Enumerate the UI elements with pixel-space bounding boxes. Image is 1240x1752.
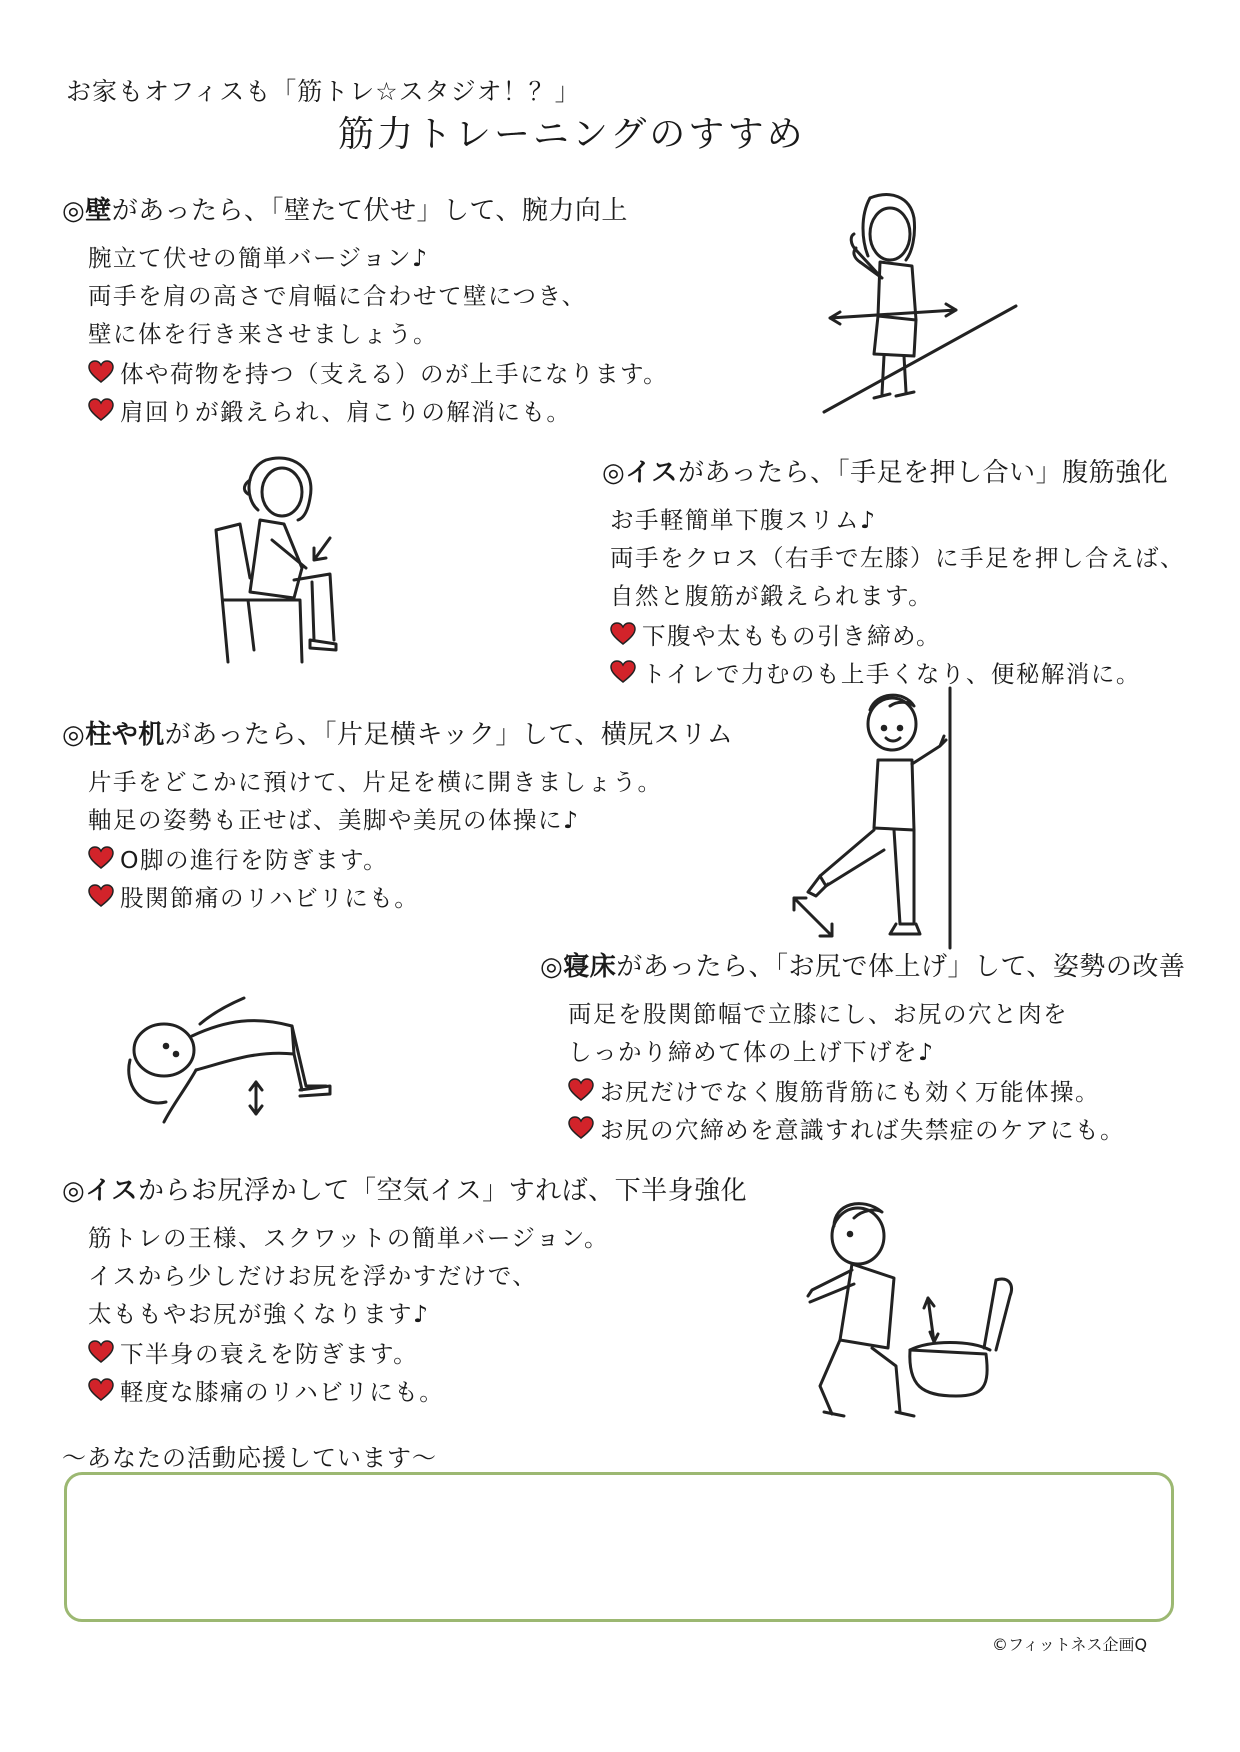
heart-icon <box>88 398 114 422</box>
support-message-title: ～あなたの活動応援しています～ <box>62 1444 437 1472</box>
benefit-text: 体や荷物を持つ（支える）のが上手になります。 <box>120 360 669 388</box>
section-wall-pushup <box>62 190 668 429</box>
section-mark: ◎ <box>62 720 86 750</box>
section-heading <box>62 714 733 751</box>
section-line: 片手をどこかに預けて、片足を横に開きましょう。 <box>88 768 663 796</box>
section-line: 両手をクロス（右手で左膝）に手足を押し合えば、 <box>610 544 1185 572</box>
section-heading-text: からお尻浮かして「空気イス」すれば、下半身強化 <box>137 1176 748 1206</box>
wall-pushup-illustration <box>820 186 1020 416</box>
copyright: ©フィットネス企画Q <box>992 1635 1148 1654</box>
section-line: 壁に体を行き来させましょう。 <box>88 320 438 348</box>
heart-icon <box>88 1378 114 1402</box>
benefit-item <box>568 1109 1185 1147</box>
benefit-item <box>88 353 668 391</box>
benefit-text: 股関節痛のリハビリにも。 <box>120 884 420 912</box>
section-line: 両足を股関節幅で立膝にし、お尻の穴と肉を <box>568 1000 1068 1028</box>
page-title: 筋力トレーニングのすすめ <box>338 114 806 155</box>
heart-icon <box>88 1340 114 1364</box>
section-keyword: 壁 <box>85 196 112 226</box>
benefit-text: O脚の進行を防ぎます。 <box>120 846 389 874</box>
section-keyword: 柱や机 <box>85 720 165 750</box>
section-line: 腕立て伏せの簡単バージョン♪ <box>88 244 429 272</box>
section-line: イスから少しだけお尻を浮かすだけで、 <box>88 1262 538 1290</box>
heart-icon <box>568 1116 594 1140</box>
section-heading-text: があったら、「お尻で体上げ」して、姿勢の改善 <box>616 952 1186 982</box>
section-heading-text: があったら、「手足を押し合い」腹筋強化 <box>677 458 1169 488</box>
section-heading <box>62 1170 747 1207</box>
section-heading <box>62 190 668 227</box>
section-keyword: イス <box>625 458 678 488</box>
tagline: お家もオフィスも「筋トレ☆スタジオ！？」 <box>66 77 581 106</box>
benefit-text: トイレで力むのも上手くなり、便秘解消に。 <box>642 660 1141 688</box>
heart-icon <box>568 1078 594 1102</box>
heart-icon <box>88 360 114 384</box>
section-keyword: イス <box>85 1176 138 1206</box>
section-mark: ◎ <box>540 952 564 982</box>
section-line: 筋トレの王様、スクワットの簡単バージョン。 <box>88 1224 610 1252</box>
bridge-illustration <box>116 990 356 1130</box>
heart-icon <box>610 660 636 684</box>
section-chair-press <box>602 452 1185 691</box>
section-mark: ◎ <box>62 196 86 226</box>
benefit-text: 下半身の衰えを防ぎます。 <box>120 1340 419 1368</box>
section-keyword: 寝床 <box>563 952 617 982</box>
benefit-text: お尻だけでなく腹筋背筋にも効く万能体操。 <box>600 1078 1100 1106</box>
benefit-item <box>568 1071 1185 1109</box>
section-air-chair <box>62 1170 747 1409</box>
section-line: 両手を肩の高さで肩幅に合わせて壁につき、 <box>88 282 587 310</box>
section-line: 太ももやお尻が強くなります♪ <box>88 1300 430 1328</box>
section-mark: ◎ <box>602 458 626 488</box>
benefit-text: 下腹や太ももの引き締め。 <box>642 622 942 650</box>
section-line: お手軽簡単下腹スリム♪ <box>610 506 877 534</box>
benefit-text: 肩回りが鍛えられ、肩こりの解消にも。 <box>120 398 572 426</box>
benefit-item <box>610 615 1185 653</box>
chair-press-illustration <box>210 450 360 670</box>
section-heading-text: があったら、「壁たて伏せ」して、腕力向上 <box>111 196 628 226</box>
section-heading <box>540 946 1185 983</box>
section-line: 自然と腹筋が鍛えられます。 <box>610 582 934 610</box>
benefit-item <box>88 1371 747 1409</box>
benefit-item <box>88 839 733 877</box>
side-kick-illustration <box>780 680 970 950</box>
heart-icon <box>88 884 114 908</box>
support-message-box <box>64 1472 1174 1622</box>
section-line: しっかり締めて体の上げ下げを♪ <box>568 1038 935 1066</box>
benefit-item <box>88 1333 747 1371</box>
section-heading-text: があったら、「片足横キック」して、横尻スリム <box>164 720 734 750</box>
section-bridge <box>540 946 1185 1147</box>
benefit-item <box>88 877 733 915</box>
benefit-text: お尻の穴締めを意識すれば失禁症のケアにも。 <box>600 1116 1125 1144</box>
heart-icon <box>610 622 636 646</box>
benefit-item <box>88 391 668 429</box>
section-side-kick <box>62 714 733 915</box>
heart-icon <box>88 846 114 870</box>
benefit-text: 軽度な膝痛のリハビリにも。 <box>120 1378 445 1406</box>
section-line: 軸足の姿勢も正せば、美脚や美尻の体操に♪ <box>88 806 580 834</box>
section-mark: ◎ <box>62 1176 86 1206</box>
air-chair-illustration <box>800 1190 1020 1430</box>
section-heading <box>602 452 1185 489</box>
